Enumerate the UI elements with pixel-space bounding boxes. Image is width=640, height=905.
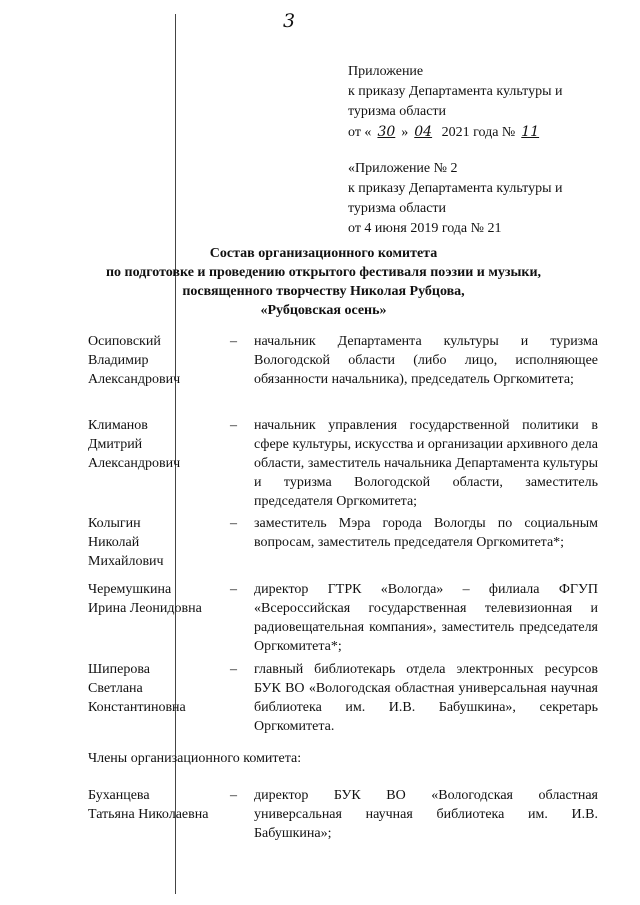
member-dash: – — [230, 516, 237, 531]
member-patronymic: Александрович — [88, 372, 181, 387]
member-name — [88, 514, 228, 571]
member-firstname: Владимир — [88, 353, 149, 368]
appendix-line3: туризма области — [348, 104, 447, 119]
member-patronymic: Александрович — [88, 456, 181, 471]
member-name — [88, 580, 228, 618]
appendix-line1: Приложение — [348, 64, 424, 79]
handwritten-month: 04 — [414, 124, 433, 140]
appendix2-line1: «Приложение № 2 — [348, 161, 458, 176]
member-surname: Осиповский — [88, 334, 161, 349]
member-dash: – — [230, 582, 237, 597]
title-line1: Состав организационного комитета — [209, 246, 438, 261]
title-line2: по подготовке и проведению открытого фестиваля поэзии и музыки, — [105, 265, 542, 280]
handwritten-day: 30 — [377, 124, 396, 140]
year-text: 2021 года № — [441, 125, 516, 140]
member-dash: – — [230, 334, 237, 349]
member-description: начальник управления государственной политики в сфере культуры, искусства и организации архивного дела области, заместитель начальника Департамента культуры и туризма Вологодской области, заместитель председателя Оргкомитета; — [254, 418, 598, 509]
member-firstname: Светлана — [88, 681, 143, 696]
member-firstname: Николай — [88, 535, 140, 550]
member-name — [88, 332, 228, 389]
date-prefix: от « — [348, 125, 372, 140]
appendix2-line2: к приказу Департамента культуры и — [348, 181, 563, 196]
appendix-line2: к приказу Департамента культуры и — [348, 84, 563, 99]
member-firstname: Татьяна Николаевна — [88, 807, 209, 822]
member-name — [88, 786, 228, 824]
page-number: 3 — [283, 10, 296, 32]
member-dash: – — [230, 418, 237, 433]
member-surname: Климанов — [88, 418, 148, 433]
handwritten-number: 11 — [521, 124, 540, 140]
appendix-date-line — [348, 122, 618, 143]
appendix2-line4: от 4 июня 2019 года № 21 — [348, 221, 502, 236]
member-name — [88, 416, 228, 473]
member-description: заместитель Мэра города Вологды по социальным вопросам, заместитель председателя Оргкомитета*; — [254, 516, 598, 550]
title-line4: «Рубцовская осень» — [260, 303, 387, 318]
member-surname: Колыгин — [88, 516, 141, 531]
member-dash: – — [230, 662, 237, 677]
member-dash: – — [230, 788, 237, 803]
date-mid: » — [401, 125, 409, 140]
member-description: начальник Департамента культуры и туризма Вологодской области (либо лицо, исполняющее обязанности начальника), председатель Оргкомитета; — [254, 334, 598, 387]
member-patronymic: Михайлович — [88, 554, 164, 569]
member-surname: Буханцева — [88, 788, 150, 803]
member-patronymic: Константиновна — [88, 700, 186, 715]
appendix2-line3: туризма области — [348, 201, 447, 216]
member-firstname: Ирина Леонидовна — [88, 601, 202, 616]
member-surname: Черемушкина — [88, 582, 172, 597]
member-name — [88, 660, 228, 717]
member-surname: Шиперова — [88, 662, 150, 677]
member-description: директор ГТРК «Вологда» – филиала ФГУП «Всероссийская государственная телевизионная и радиовещательная компания», заместитель председателя Оргкомитета*; — [254, 582, 598, 654]
appendix2-header — [348, 159, 618, 239]
title-line3: посвященного творчеству Николая Рубцова, — [182, 284, 465, 299]
member-description: директор БУК ВО «Вологодская областная универсальная научная библиотека им. И.В. Бабушкина»; — [254, 788, 598, 841]
member-firstname: Дмитрий — [88, 437, 143, 452]
member-description: главный библиотекарь отдела электронных ресурсов БУК ВО «Вологодская областная универсальная научная библиотека им. И.В. Бабушкина», секретарь Оргкомитета. — [254, 662, 598, 734]
document-title — [80, 244, 567, 320]
members-heading: Члены организационного комитета: — [88, 751, 302, 766]
appendix-header — [348, 62, 618, 143]
